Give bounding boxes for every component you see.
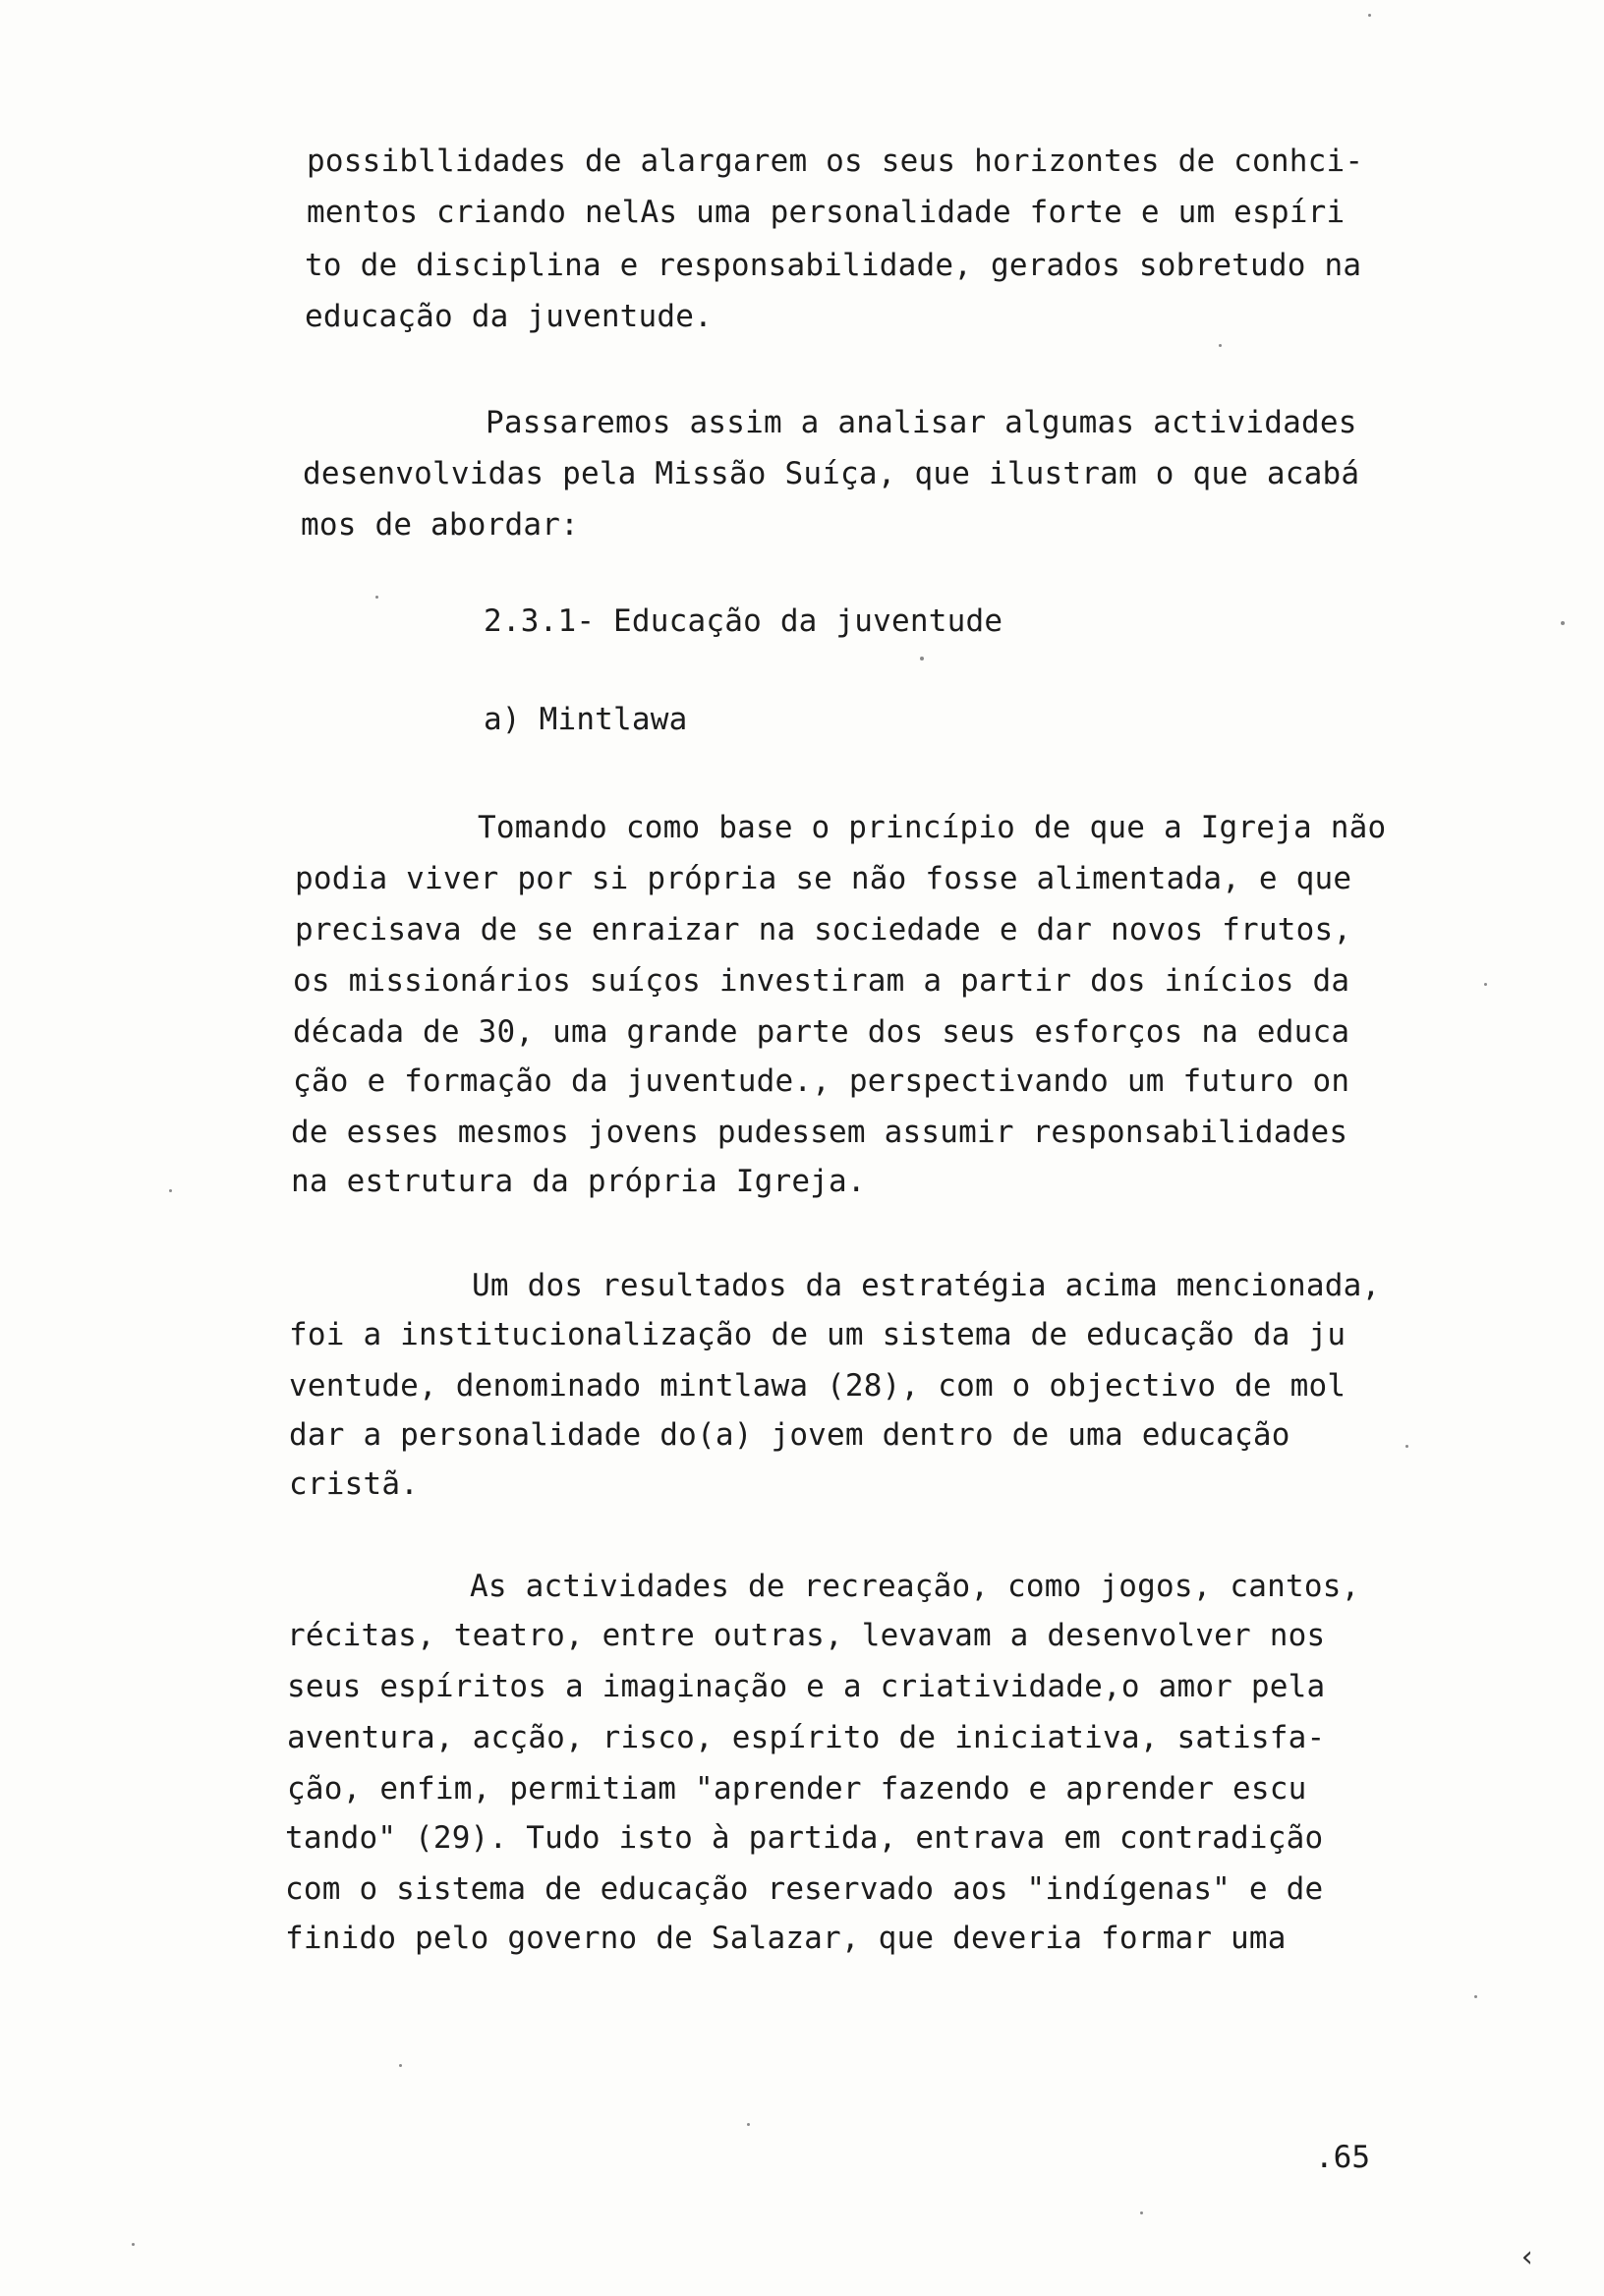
text-line: tando" (29). Tudo isto à partida, entrava em contradição [285, 1820, 1324, 1856]
text-line: to de disciplina e responsabilidade, gerados sobretudo na [305, 248, 1362, 283]
page-number: .65 [1315, 2140, 1370, 2175]
scan-speck [1474, 1995, 1477, 1998]
text-line: de esses mesmos jovens pudessem assumir responsabilidades [291, 1115, 1348, 1150]
section-heading: 2.3.1- Educação da juventude [484, 603, 1003, 639]
scan-speck [375, 596, 378, 599]
text-line: foi a institucionalização de um sistema de educação da ju [289, 1317, 1346, 1352]
text-line: precisava de se enraizar na sociedade e dar novos frutos, [295, 912, 1352, 947]
text-line: mos de abordar: [301, 507, 579, 543]
text-line: os missionários suíços investiram a partir dos inícios da [293, 963, 1350, 999]
scan-speck [399, 2064, 402, 2067]
scan-speck [132, 2243, 135, 2246]
text-line: dar a personalidade do(a) jovem dentro de uma educação [289, 1417, 1290, 1453]
text-line: Tomando como base o princípio de que a Igreja não [478, 810, 1387, 845]
text-line: década de 30, uma grande parte dos seus esforços na educa [293, 1014, 1350, 1050]
text-line: Um dos resultados da estratégia acima mencionada, [472, 1268, 1381, 1303]
text-line: ção, enfim, permitiam "aprender fazendo e aprender escu [287, 1771, 1307, 1807]
text-line: possibllidades de alargarem os seus horizontes de conhci- [307, 144, 1364, 179]
scan-speck [1368, 14, 1371, 17]
text-line: mentos criando nelAs uma personalidade forte e um espíri [307, 195, 1346, 230]
text-line: cristã. [289, 1466, 420, 1502]
text-line: desenvolvidas pela Missão Suíça, que ilustram o que acabá [303, 456, 1360, 491]
subsection-heading: a) Mintlawa [484, 702, 688, 737]
scan-speck [1140, 2211, 1143, 2214]
text-line: podia viver por si própria se não fosse alimentada, e que [295, 861, 1352, 896]
text-line: seus espíritos a imaginação e a criatividade,o amor pela [287, 1669, 1326, 1704]
text-line: Passaremos assim a analisar algumas actividades [486, 405, 1357, 440]
scan-speck [747, 2123, 750, 2126]
text-line: com o sistema de educação reservado aos "indígenas" e de [285, 1871, 1324, 1907]
scan-speck [1561, 621, 1565, 625]
text-line: As actividades de recreação, como jogos, cantos, [470, 1569, 1360, 1604]
text-line: finido pelo governo de Salazar, que deveria formar uma [285, 1921, 1287, 1956]
scan-speck [1219, 344, 1222, 347]
scan-speck [1484, 983, 1487, 986]
scan-speck [1405, 1445, 1408, 1448]
stray-pen-mark-icon: ‹ [1518, 2240, 1537, 2274]
scan-speck [169, 1189, 172, 1192]
text-line: aventura, acção, risco, espírito de iniciativa, satisfa- [287, 1720, 1326, 1755]
text-line: récitas, teatro, entre outras, levavam a desenvolver nos [287, 1618, 1326, 1653]
text-line: educação da juventude. [305, 299, 713, 334]
text-line: ventude, denominado mintlawa (28), com o objectivo de mol [289, 1368, 1346, 1404]
scan-speck [920, 657, 924, 660]
text-line: na estrutura da própria Igreja. [291, 1164, 866, 1199]
text-line: ção e formação da juventude., perspectivando um futuro on [293, 1063, 1350, 1099]
